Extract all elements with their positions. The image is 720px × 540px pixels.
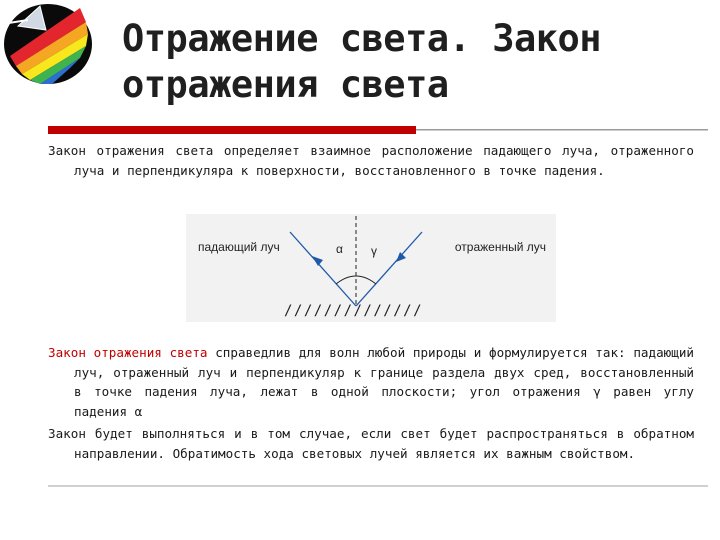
- law-text: справедлив для волн любой природы и формулируется так: падающий луч, отраженный луч и перпендикуляр к границе раздела двух сред, восстановленный в точке падения луча, лежат в одной плоскости; угол отражения γ равен углу падения α: [74, 345, 694, 419]
- slide-title: Отражение света. Закон отражения света: [122, 17, 602, 106]
- angle-incidence-label: α: [336, 242, 343, 256]
- title-divider: [48, 122, 708, 136]
- reflected-ray: [356, 232, 422, 306]
- surface-hatching: //////////////: [284, 303, 424, 319]
- incident-arrowhead: [312, 256, 323, 266]
- prism-spectrum-logo: [0, 0, 96, 92]
- paragraph-reversibility: Закон будет выполняться и в том случае, если свет будет распространяться в обратном направлении. Обратимость хода световых лучей является их важным свойством.: [48, 426, 694, 461]
- reflected-arrowhead: [396, 252, 406, 262]
- incident-ray: [290, 232, 356, 306]
- reflected-ray-label: отраженный луч: [454, 240, 546, 254]
- bottom-divider: [48, 485, 708, 487]
- angle-reflection-label: γ: [371, 244, 377, 258]
- paragraph-law-statement: [48, 343, 694, 421]
- law-highlight: Закон отражения света: [48, 345, 208, 360]
- paragraph-definition: Закон отражения света определяет взаимное расположение падающего луча, отраженного луча и перпендикуляра к поверхности, восстановленного в точке падения.: [48, 143, 694, 178]
- incident-ray-label: падающий луч: [198, 240, 280, 254]
